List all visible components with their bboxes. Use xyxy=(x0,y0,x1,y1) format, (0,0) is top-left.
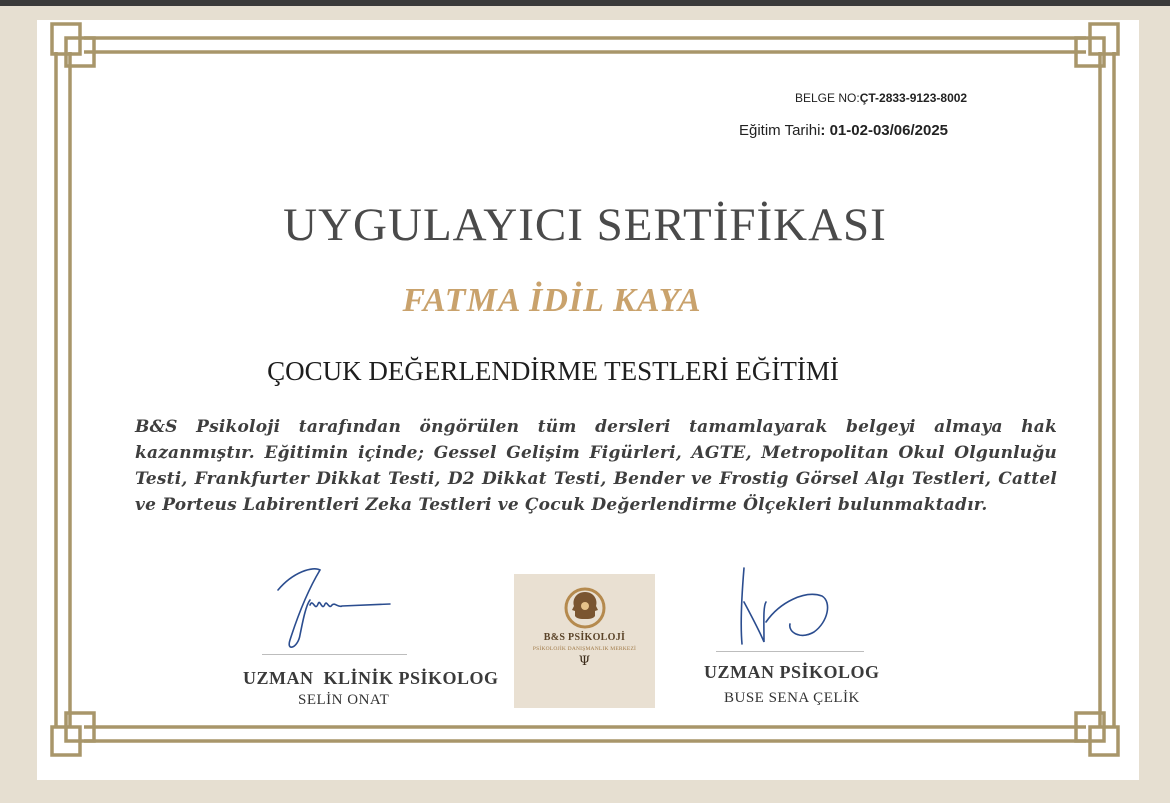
course-name: ÇOCUK DEĞERLENDİRME TESTLERİ EĞİTİMİ xyxy=(267,356,839,386)
document-number-label: BELGE NO: xyxy=(795,91,860,105)
left-signatory-title: UZMAN KLİNİK PSİKOLOG xyxy=(243,668,499,688)
left-signature-image xyxy=(268,560,398,655)
training-date-value: : 01-02-03/06/2025 xyxy=(820,122,949,139)
certificate-description: B&S Psikoloji tarafından öngörülen tüm dersleri tamamlayarak belgeyi almaya hak kazanmıştır. Eğitimin içinde; Gessel Gelişim Figürleri, AGTE, Metropolitan Okul Olgunluğu Testi, Frankfurter Dikkat Testi, D2 Dikkat Testi, Bender ve Frostig Görsel Algı Testleri, Cattel ve Porteus Labirentleri Zeka Testleri ve Çocuk Değerlendirme Ölçekleri bulunmaktadır. xyxy=(135,417,1057,515)
logo-subtitle: PSİKOLOJİK DANIŞMANLIK MERKEZİ xyxy=(532,646,637,652)
head-profiles-icon xyxy=(564,586,606,630)
training-date-label: Eğitim Tarihi xyxy=(739,122,821,139)
right-signature-line xyxy=(716,651,864,652)
logo-name: B&S PSİKOLOJİ xyxy=(543,632,626,643)
right-signatory-name: BUSE SENA ÇELİK xyxy=(724,690,860,706)
left-signature-line xyxy=(262,654,407,655)
document-number xyxy=(795,91,967,105)
document-number-value: ÇT-2833-9123-8002 xyxy=(859,91,968,105)
psi-symbol-icon: Ψ xyxy=(578,654,591,669)
training-date xyxy=(739,122,948,139)
recipient-name: FATMA İDİL KAYA xyxy=(402,282,702,319)
company-logo xyxy=(514,574,655,708)
right-signature-image xyxy=(730,562,840,652)
certificate-title: UYGULAYICI SERTİFİKASI xyxy=(283,199,887,251)
left-signatory-name: SELİN ONAT xyxy=(298,692,390,708)
right-signatory-title: UZMAN PSİKOLOG xyxy=(704,662,880,682)
